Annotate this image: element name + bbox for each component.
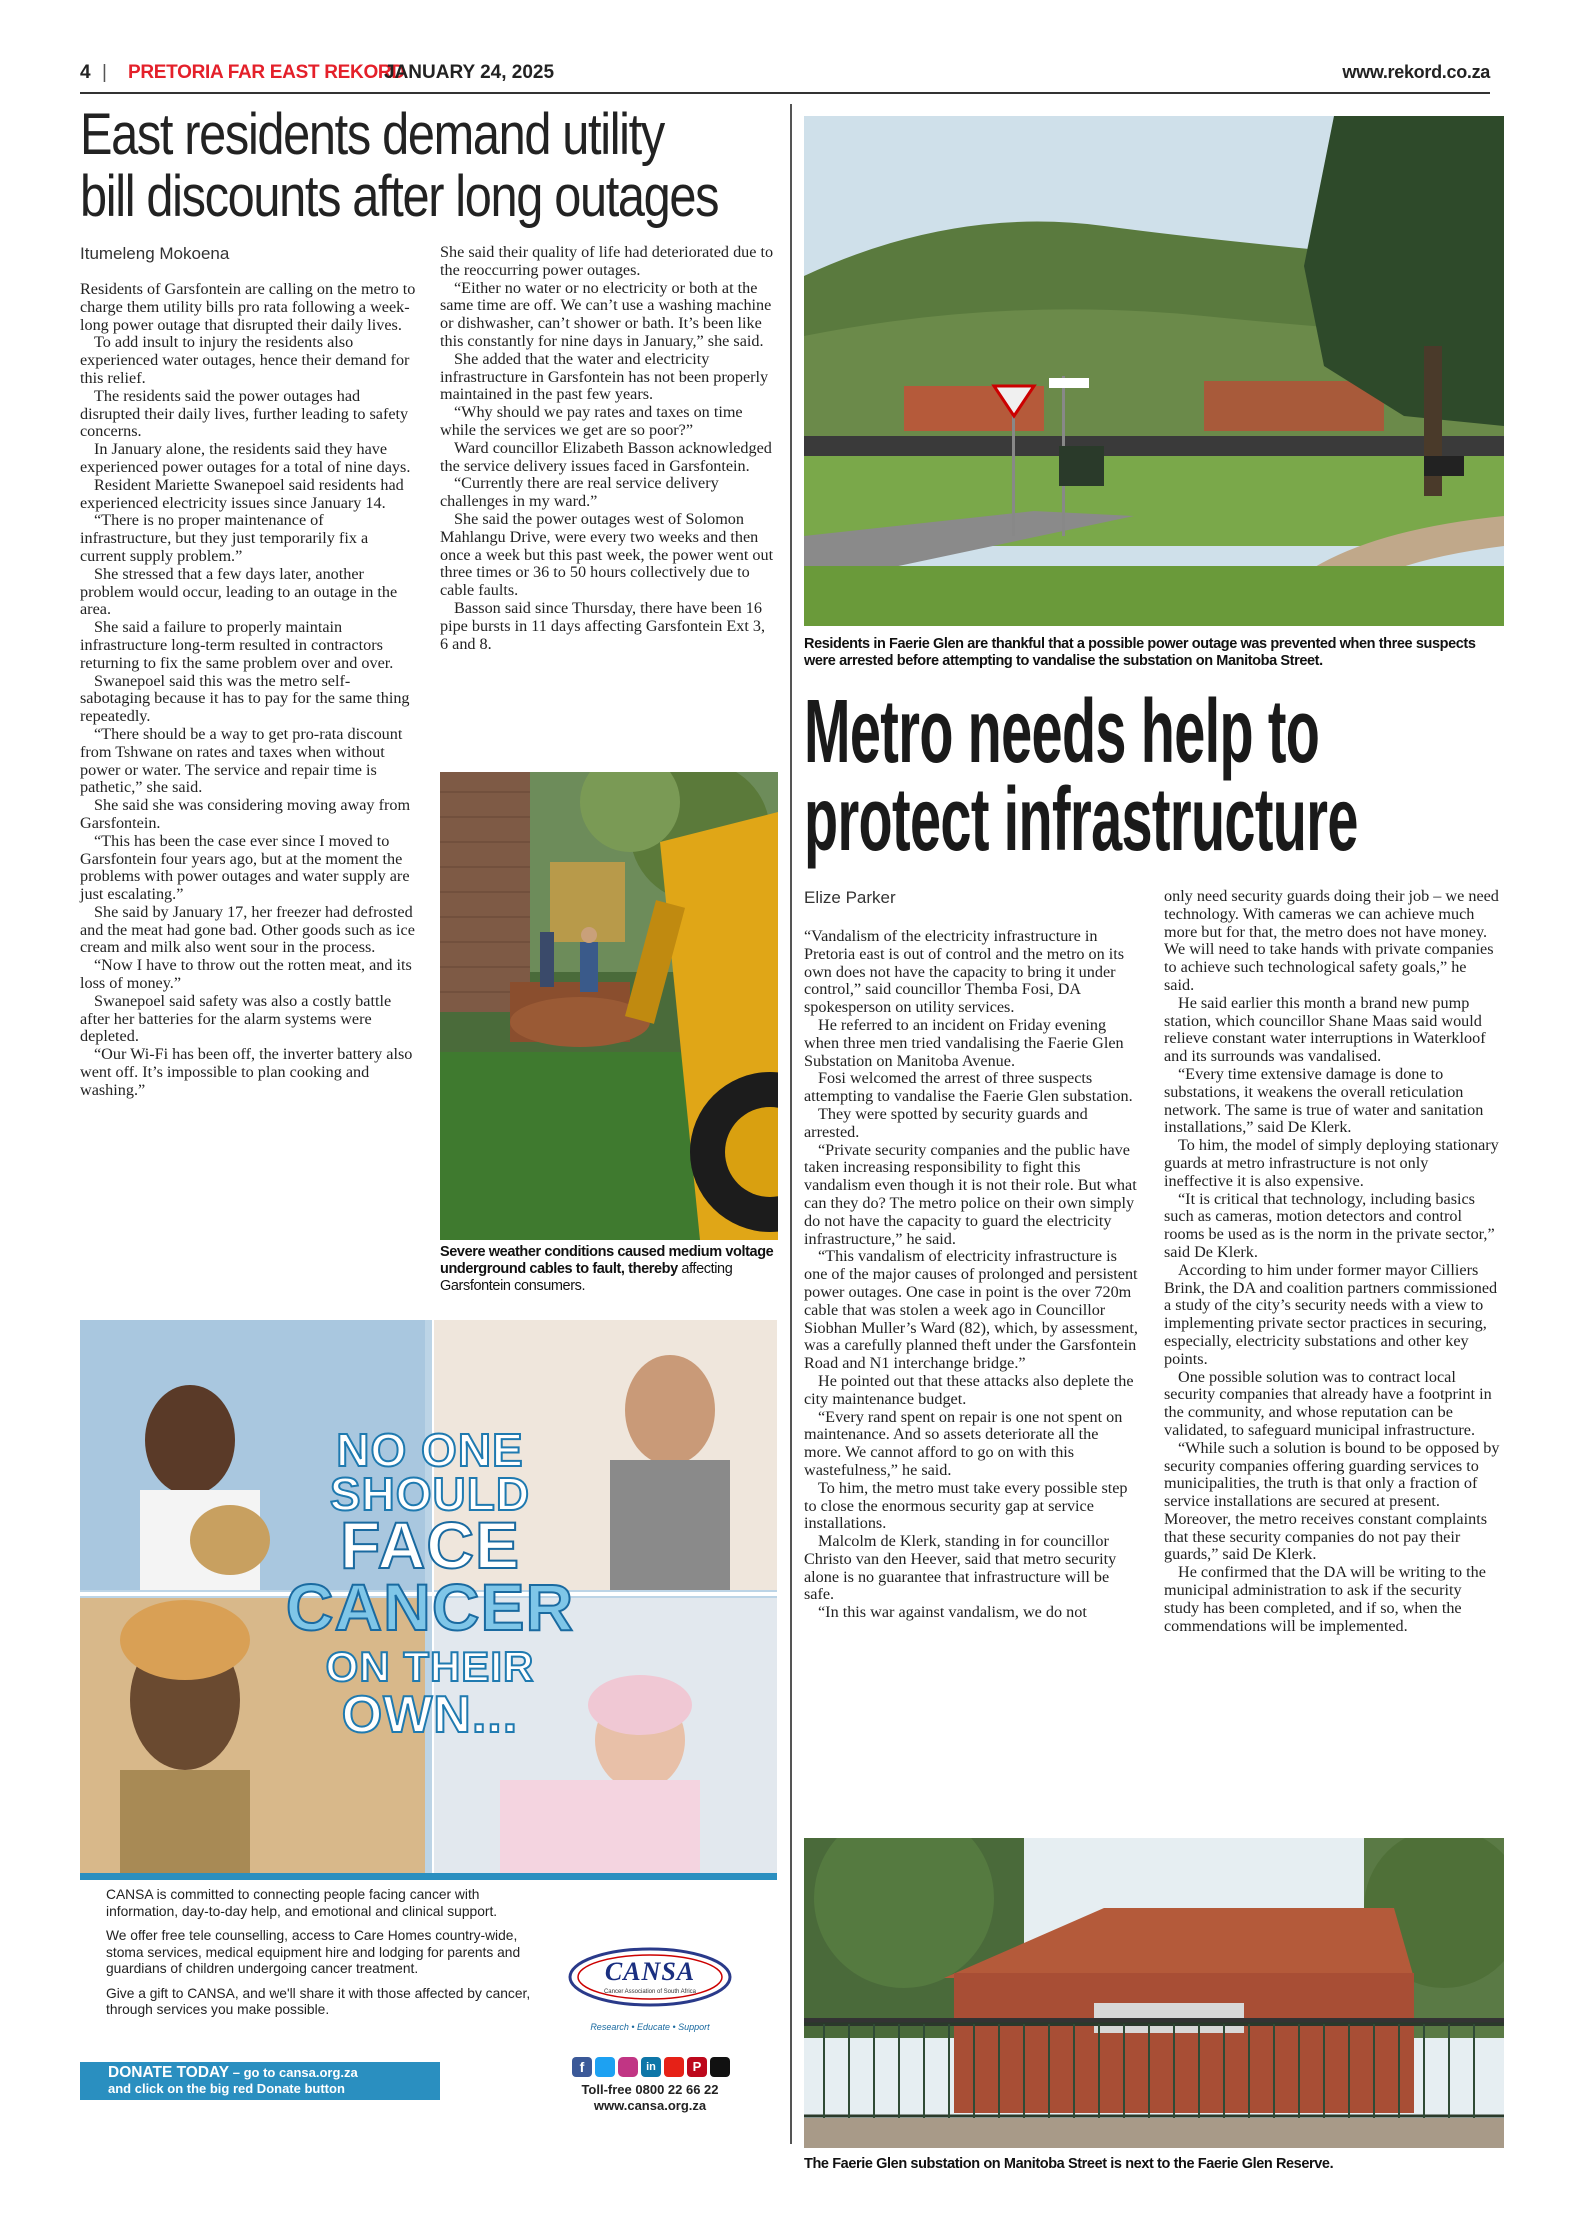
paragraph: Fosi welcomed the arrest of three suspects attempting to vandalise the Faerie Glen substation. [804, 1069, 1133, 1106]
paragraph: “Now I have to throw out the rotten meat, and its loss of money.” [80, 956, 412, 993]
article1-byline: Itumeleng Mokoena [80, 244, 230, 263]
paragraph: He said earlier this month a brand new pump station, which councillor Shane Maas said would relieve constant water interruptions in Waterkloof and its surrounds was vandalised. [1164, 993, 1486, 1066]
paragraph: “It is critical that technology, including basics such as cameras, motion detectors and control rooms be used as is the norm in the private sector,” said De Klerk. [1164, 1189, 1495, 1261]
paragraph: One possible solution was to contract local security companies that already have a footprint in the community, and whose reputation can be validated, to safeguard municipal infrastructure. [1164, 1367, 1492, 1439]
paragraph: She said by January 17, her freezer had defrosted and the meat had gone bad. Other goods such as ice cream and milk also went sour in the process. [80, 902, 415, 957]
donate-line2: and click on the big red Donate button [108, 2081, 345, 2096]
paragraph: To him, the model of simply deploying stationary guards at metro infrastructure is not only ineffective it is also expensive. [1164, 1136, 1499, 1190]
paragraph: Resident Mariette Swanepoel said residents had experienced electricity issues since January 14. [80, 475, 404, 512]
paragraph: She said a failure to properly maintain infrastructure long-term resulted in contractors returning to fix the same problem over and over. [80, 618, 394, 672]
issue-date: JANUARY 24, 2025 [384, 62, 555, 83]
page-header [80, 62, 1490, 90]
paragraph: “Our Wi-Fi has been off, the inverter battery also went off. It’s impossible to plan cooking and washing.” [80, 1045, 413, 1099]
youtube-icon[interactable] [664, 2057, 684, 2077]
article2-headline [804, 682, 1358, 870]
cansa-tagline: Research • Educate • Support [590, 2022, 710, 2032]
paragraph: “There is no proper maintenance of infrastructure, but they just temporarily fix a current supply problem.” [80, 511, 369, 565]
paragraph: “Private security companies and the public have taken increasing responsibility to fight this vandalism even though it is not their role. But what can they do? The metro police on their own simply do not have the capacity to guard the electricity infrastructure,” he said. [804, 1140, 1137, 1248]
paragraph: Residents of Garsfontein are calling on the metro to charge them utility bills pro rata following a week-long power outage that disrupted their daily lives. [80, 280, 416, 334]
donate-rest: – go to cansa.org.za [229, 2065, 358, 2080]
ad-body [106, 1887, 546, 2027]
website-link[interactable]: www.rekord.co.za [1342, 62, 1490, 82]
cansa-advertisement[interactable] [80, 1320, 777, 2120]
paragraph: She stressed that a few days later, another problem would occur, leading to an outage in the area. [80, 564, 398, 619]
article2-headline-line1: Metro needs help to [804, 682, 1320, 782]
ad-paragraph: Give a gift to CANSA, and we'll share it with those affected by cancer, through services you make possible. [106, 1985, 531, 2017]
article2-headline-line2: protect infrastructure [804, 770, 1358, 870]
street-photo-caption: Residents in Faerie Glen are thankful that a possible power outage was prevented when three suspects were arrested before attempting to vandalise the substation on Manitoba Street. [804, 636, 1476, 669]
ad-stripe [80, 1873, 777, 1880]
paragraph: She said she was considering moving away from Garsfontein. [80, 796, 411, 832]
substation-building-photo [804, 1838, 1504, 2148]
article2-column2 [1164, 888, 1500, 1635]
building-photo-caption: The Faerie Glen substation on Manitoba Street is next to the Faerie Glen Reserve. [804, 2156, 1334, 2172]
paragraph: only need security guards doing their job – we need technology. With cameras we can achieve much more but for that, the metro does not have money. We will need to take hands with private companies to achieve such technological safety goals,” he said. [1164, 887, 1499, 994]
instagram-icon[interactable] [618, 2057, 638, 2077]
article2-column1 [804, 928, 1138, 1622]
paragraph: She added that the water and electricity infrastructure in Garsfontein has not been properly maintained in the past few years. [440, 349, 769, 404]
paragraph: “Vandalism of the electricity infrastructure in Pretoria east is out of control and the metro on its own does not have the capacity to bring it under control,” said councillor Themba Fosi, DA spokesperson on utility services. [804, 927, 1125, 1017]
paragraph: Swanepoel said safety was also a costly battle after her batteries for the alarm systems were depleted. [80, 991, 392, 1046]
article1-headline-line2: bill discounts after long outages [80, 164, 719, 229]
paragraph: “While such a solution is bound to be opposed by security companies offering guarding services to municipalities, the truth is that only a fraction of service installations are secured at present. Moreover, the metro receives constant complaints that these security companies do not pay their guards,” said De Klerk. [1164, 1438, 1500, 1564]
slogan-line3: FACE [339, 1508, 521, 1582]
article1-column2 [440, 244, 776, 653]
paragraph: “In this war against vandalism, we do not [818, 1603, 1087, 1622]
article1-column1 [80, 281, 416, 1100]
paragraph: “Currently there are real service delivery challenges in my ward.” [440, 474, 719, 511]
cansa-logo [565, 1945, 735, 2015]
paragraph: In January alone, the residents said they have experienced power outages for a total of nine days. [80, 440, 411, 476]
cable-photo-caption [440, 1244, 778, 1295]
article2-byline: Elize Parker [804, 888, 896, 907]
slogan-line6: OWN... [341, 1686, 519, 1744]
paragraph: “Every time extensive damage is done to substations, it weakens the overall reticulation network. The same is true of water and sanitation installations,” said De Klerk. [1164, 1064, 1484, 1137]
page-number: 4 [80, 62, 91, 83]
paragraph: She said their quality of life had deteriorated due to the reoccurring power outages. [440, 243, 774, 279]
slogan-line2: SHOULD [329, 1468, 531, 1520]
caption-bold: Severe weather conditions caused medium voltage underground cables to fault, thereby [440, 1244, 774, 1277]
donate-button[interactable] [80, 2062, 440, 2100]
paragraph: Ward councillor Elizabeth Basson acknowledged the service delivery issues faced in Garsfontein. [440, 438, 772, 475]
substation-street-photo [804, 116, 1504, 626]
paragraph: “This vandalism of electricity infrastructure is one of the major causes of prolonged and persistent power outages. One case in point is the over 720m cable that was stolen a week ago in Councillor Siobhan Muller’s Ward (82), which, by assessment, was a carefully planned theft under the Garsfontein Road and N1 interchange bridge.” [804, 1247, 1138, 1373]
slogan-line5: ON THEIR [325, 1643, 535, 1690]
article1-headline [80, 102, 719, 229]
paragraph: Basson said since Thursday, there have been 16 pipe bursts in 11 days affecting Garsfontein Ext 3, 6 and 8. [440, 598, 766, 653]
caption-regular: affecting Garsfontein consumers. [440, 1261, 733, 1294]
header-rule [80, 92, 1490, 94]
paragraph: He pointed out that these attacks also deplete the city maintenance budget. [804, 1371, 1134, 1408]
paragraph: Swanepoel said this was the metro self-sabotaging because it has to pay for the same thing repeatedly. [80, 671, 410, 726]
article1-headline-line1: East residents demand utility [80, 102, 664, 167]
twitter-icon[interactable] [595, 2057, 615, 2077]
slogan-line4: CANCER [285, 1570, 575, 1644]
header-separator: | [102, 62, 107, 83]
tiktok-icon[interactable] [710, 2057, 730, 2077]
paragraph: “Why should we pay rates and taxes on time while the services we get are so poor?” [440, 403, 743, 439]
paragraph: He referred to an incident on Friday evening when three men tried vandalising the Faerie Glen Substation on Manitoba Avenue. [804, 1015, 1124, 1070]
facebook-icon[interactable]: f [572, 2057, 592, 2077]
paragraph: “Either no water or no electricity or both at the same time are off. We can’t use a washing machine or dishwasher, can’t shower or bath. It’s been like this constantly for nine days in January,” she said. [440, 278, 772, 350]
paragraph: Malcolm de Klerk, standing in for councillor Christo van den Heever, said that metro security alone is no guarantee that infrastructure will be safe. [804, 1532, 1117, 1604]
cansa-logo-sub: Cancer Association of South Africa [603, 1989, 697, 1995]
paragraph: “There should be a way to get pro-rata discount from Tshwane on rates and taxes when without power or water. The service and repair time is pathetic,” she said. [80, 724, 403, 797]
paragraph: He confirmed that the DA will be writing to the municipal administration to ask if the security study has been completed, and if so, when the commendations will be implemented. [1164, 1563, 1486, 1635]
paragraph: The residents said the power outages had disrupted their daily lives, further leading to safety concerns. [80, 386, 409, 441]
paragraph: “Every rand spent on repair is one not spent on maintenance. And so assets deteriorate all the more. We cannot afford to go on with this wastefulness,” he said. [804, 1407, 1123, 1479]
donate-bold: DONATE TODAY [108, 2064, 230, 2081]
paragraph: She said the power outages west of Solomon Mahlangu Drive, were every two weeks and then once a week but this past week, the power went out three times or 36 to 50 hours collectively due to cable faults. [440, 509, 774, 600]
paragraph: They were spotted by security guards and arrested. [804, 1104, 1088, 1141]
cable-repair-photo [440, 772, 778, 1240]
tollfree-number[interactable]: Toll-free 0800 22 66 22 [581, 2082, 719, 2097]
ad-image [80, 1320, 777, 1873]
paragraph: According to him under former mayor Cilliers Brink, the DA and coalition partners commissioned a study of the city’s security needs with a view to implementing private sector practices in securing, especially, electricity substations and other key points. [1164, 1260, 1498, 1368]
social-icons [572, 2057, 732, 2079]
ad-paragraph: CANSA is committed to connecting people facing cancer with information, day-to-day help, and emotional and clinical support. [106, 1887, 498, 1919]
publication-name: PRETORIA FAR EAST REKORD [128, 62, 405, 83]
column-divider [790, 104, 792, 2144]
cansa-logo-text: CANSA [604, 1957, 696, 1986]
linkedin-icon[interactable]: in [641, 2057, 661, 2077]
paragraph: To add insult to injury the residents also experienced water outages, hence their demand for this relief. [80, 333, 410, 387]
ad-paragraph: We offer free tele counselling, access to Care Homes country-wide, stoma services, medical equipment hire and lodging for parents and guardians of children undergoing cancer treatment. [106, 1928, 521, 1976]
paragraph: To him, the metro must take every possible step to close the enormous security gap at service installations. [804, 1478, 1128, 1533]
cansa-website[interactable]: www.cansa.org.za [593, 2098, 707, 2113]
pinterest-icon[interactable]: P [687, 2057, 707, 2077]
slogan-line1: NO ONE [336, 1424, 524, 1476]
paragraph: “This has been the case ever since I moved to Garsfontein four years ago, but at the moment the problems with power outages and water supply are just escalating.” [80, 831, 410, 904]
